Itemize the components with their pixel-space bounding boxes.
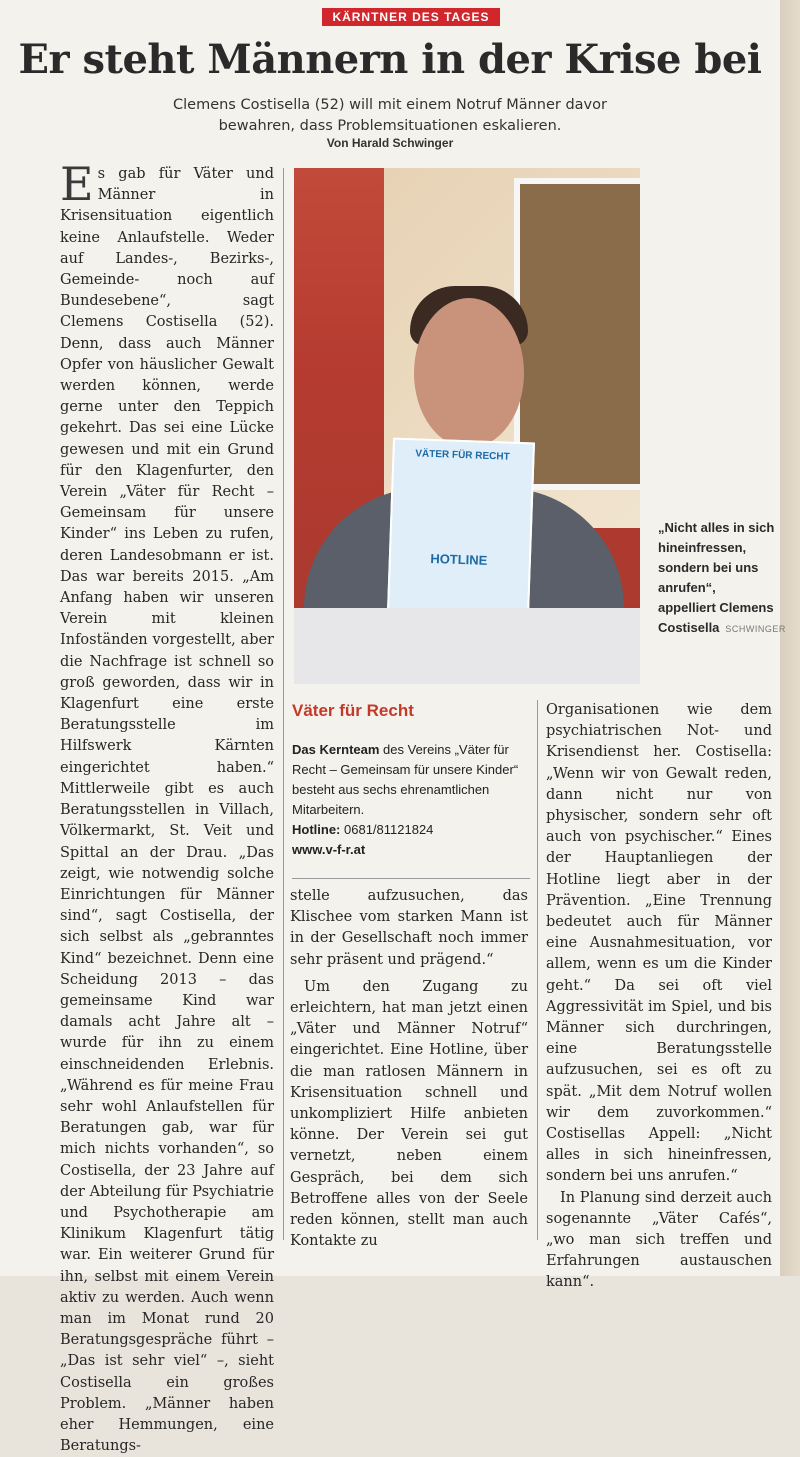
column-divider-2	[537, 700, 538, 1240]
infobox-title: Väter für Recht	[292, 701, 414, 720]
portrait-photo	[294, 168, 640, 684]
column-1-text	[60, 157, 274, 1457]
hotline-label: Hotline:	[292, 822, 341, 837]
infobox-text: des Vereins „Väter für Recht – Gemeinsam für unsere Kinder“ besteht aus sechs ehrenamtlichen Mitarbeitern.	[292, 742, 519, 817]
column-3-paragraph-2: In Planung sind derzeit auch sogenannte „Väter Cafés“, „wo man sich treffen und Erfahrungen austauschen kann“.	[546, 1189, 772, 1291]
section-kicker: KÄRNTNER DES TAGES	[322, 8, 500, 26]
article-column-1	[60, 157, 274, 1457]
photo-caption	[658, 518, 786, 639]
headline: Er steht Männern in der Krise bei	[18, 36, 762, 83]
byline: Von Harald Schwinger	[326, 136, 454, 150]
photo-credit: SCHWINGER	[725, 624, 786, 634]
column-3-paragraph-1: Organisationen wie dem psychiatrischen Not- und Krisendienst her. Costisella: „Wenn wir von Gewalt reden, dann nicht nur von physischer, sondern sehr oft auch von psychischer.“ Eines der Hauptanliegen der Hotline liegt aber in der Prävention. „Eine Trennung bedeutet auch für Männer eine Ausnahmesituation, vor allem, wenn es um die Kinder geht.“ Da sei oft viel Aggressivität im Spiel, und bis Männer sich durchringen, eine Beratungsstelle aufzusuchen, sei es oft zu spät. „Mit dem Notruf wollen wir dem zuvorkommen.“ Costisellas Appell: „Nicht alles in sich hineinfressen, sondern bei uns anrufen.“	[546, 702, 772, 1185]
column-2-paragraph-1: stelle aufzusuchen, das Klischee vom starken Mann ist in der Gesellschaft noch immer sehr präsent und prägend.“	[290, 888, 528, 968]
article-column-2	[290, 886, 528, 1252]
photo-table	[294, 608, 640, 684]
column-divider	[283, 168, 284, 1240]
drop-cap: E	[60, 157, 94, 211]
photo-flyer	[387, 438, 535, 617]
caption-text: „Nicht alles in sich hineinfressen, sondern bei uns anrufen“, appelliert Clemens Costisella	[658, 520, 775, 635]
website-url: www.v-f-r.at	[292, 842, 366, 857]
deck: Clemens Costisella (52) will mit einem Notruf Männer davor bewahren, dass Problemsituationen eskalieren.	[173, 97, 607, 134]
flyer-hotline: HOTLINE	[430, 550, 488, 568]
infobox-divider	[292, 878, 530, 879]
photo-person-head	[414, 298, 524, 448]
infobox-body	[292, 740, 528, 860]
infobox-lead: Das Kernteam	[292, 742, 380, 757]
hotline-number: 0681/81121824	[340, 822, 434, 837]
article-column-3	[546, 700, 772, 1294]
column-2-paragraph-2: Um den Zugang zu erleichtern, hat man jetzt einen „Väter und Männer Notruf“ eingerichtet. Eine Hotline, über die man ratlosen Männern in Krisensituation schnell und unkompliziert Hilfe anbieten könne. Der Verein sei gut vernetzt, neben einem Gespräch, bei dem sich Betroffene alles von der Seele reden können, stellt man auch Kontakte zu	[290, 978, 528, 1250]
column-1-body: s gab für Väter und Männer in Krisensituation eigentlich keine Anlaufstelle. Weder auf Landes-, Bezirks-, Gemeinde- noch auf Bundesebene“, sagt Clemens Costisella (52). Denn, dass auch Männer Opfer von häuslicher Gewalt werden können, werde gerne unter den Teppich gekehrt. Das sei eine Lücke gewesen und mit ein Grund für den Klagenfurter, den Verein „Väter für Recht – Gemeinsam für unsere Kinder“ ins Leben zu rufen, deren Landesobmann er ist. Das war bereits 2015. „Am Anfang haben wir unseren Verein mit kleinen Infoständen vorgestellt, aber die Nachfrage ist schnell so groß geworden, dass wir in Klagenfurt eine erste Beratungsstelle im Hilfswerk Kärnten eingerichtet haben.“ Mittlerweile gibt es auch Beratungsstellen in Villach, Völkermarkt, St. Veit und Spittal an der Drau. „Das zeigt, wie notwendig solche Einrichtungen für Männer sind“, sagt Costisella, der sich selbst als „gebranntes Kind“ bezeichnet. Denn eine Scheidung 2013 – das gemeinsame Kind war damals acht Jahre alt – wurde für ihn zu einem einschneidenden Erlebnis. „Während es für meine Frau sehr wohl Anlaufstellen für Beratungen gab, war für mich nichts vorhanden“, so Costisella, der 23 Jahre auf der Abteilung für Psychiatrie und Psychotherapie am Klinikum Klagenfurt tätig war. Ein weiterer Grund für ihn, selbst mit einem Verein aktiv zu werden. Auch wenn man im Monat rund 20 Beratungsgespräche führt – „Das ist sehr viel“ –, sieht Costisella ein großes Problem. „Männer haben eher Hemmungen, eine Beratungs-	[60, 166, 274, 1455]
flyer-title: VÄTER FÜR RECHT	[415, 448, 510, 463]
page-edge	[780, 0, 800, 1276]
